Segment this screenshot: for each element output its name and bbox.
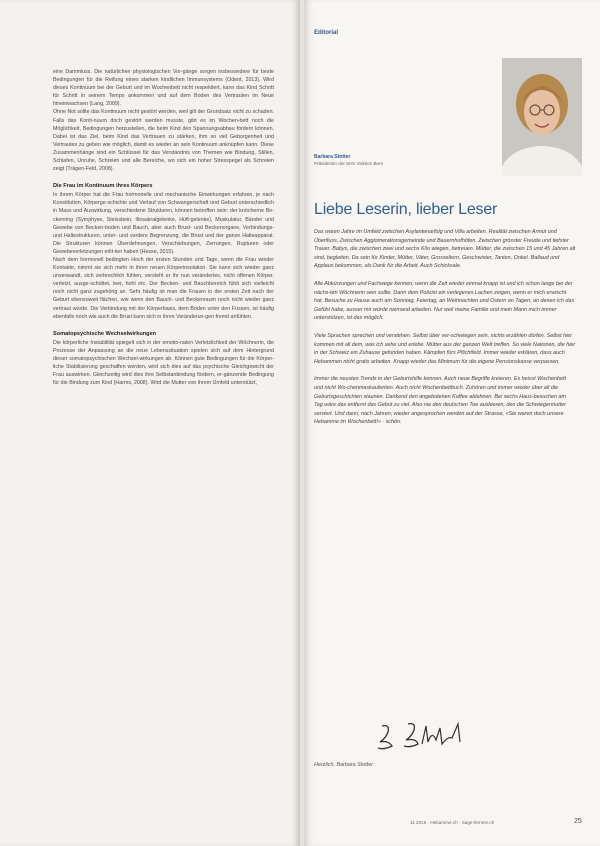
- rubric-label: Editorial: [314, 30, 339, 36]
- section-heading: Die Frau im Kontinuum ihres Körpers: [53, 183, 153, 190]
- right-page: [304, 0, 600, 846]
- page-number: 25: [574, 818, 582, 825]
- editorial-text: [314, 228, 576, 436]
- portrait-image: [502, 58, 582, 176]
- farewell-line: Herzlich, Barbara Stotter: [314, 762, 374, 768]
- editorial-paragraph: Alle Abkürzungen und Fachwege kennen, wenn die Zeit wieder einmal knapp ist und ich schon lange bei der nächs-ten Wöchnerin sein sollte. Dann dem Polizist ein verlegenes Lachen zeigen, wenn er mich erwischt hat. Besuche zu Hause auch am Sonntag, Feiertag, an Weihnachten und Ostern an Tagen, an denen ich das Gefühl habe, ausser mir würde niemand arbeiten. Nur weil meine Familie und mein Mann mich immer unterstützen, ist das möglich.: [314, 280, 575, 322]
- editorial-headline: Liebe Leserin, lieber Leser: [314, 201, 498, 218]
- section-heading: Somatopsychische Wechselwirkungen: [53, 330, 157, 337]
- body-paragraph: Nach dem hormonell bedingten Hoch der ersten Stunden und Tage, wenn die Frau wieder Kontakte, nimmt sie sich mehr in ihren neuen Körperinsolation. Sie kann sich wieder ganz unverwandt, sich zerbrechlich fühlen, versteht er ihr nun verändertes, nicht offenen Körper, verletzt, ausge-schüttet, leer, hohl etc. Der Becken- und Bauchbereich fühlt sich vielleicht noch nicht ganz zugehörig an. Sehr häufig ist man die Frauen in der ersten Zeit nach der Geburt ebensoweit flächen, wie wenn den Bauch- und Beckenraum noch nicht wieder ganz vertraut würde. Die Verbindung mit der Körperbasis, dem Boden unter den Füssen, ist häufig ebenfalls noch wie auch die Brust kann sich in ihren Veränderun-gen fremd anfühlen.: [53, 256, 274, 320]
- body-paragraph: eine Dammluss. Die natürlichen physiologischen Vor-gänge sorgen insbesondere für beste Bedingungen für die Reifung eines starken kindlichen Immunsystems (Odent, 2013). Wird dieses Kontinuum bei der Geburt und im Wochenbett nicht respektiert, kann das Kind Schritt für Schritt in seinem Tempo ankommen und auf dem Boden des Vertrauten im Neue hineinwachsen (Lang, 2009).: [53, 69, 274, 108]
- editorial-paragraph: Das waren Jahre im Umfeld zwischen Asylantenarfolg und Villa arbeiten. Realität zwischen Armut und Überfluss, Zwischen Agglomerationsgemeinde und Bauernhofhöfen. Zwischen grösster Freude und tiefster Trauer. Babys, die zwischen zwei und sechs Kilo wiegen, betreuen. Mütter, die zwischen 15 und 45 Jahren alt sind, begleiten. Da sein für Kinder, Mütter, Väter, Grosseltern, Geschwister, Tanten, Onkel. Ballaud und Applaus bekommen, als Dank für die Arbeit. Auch Schicksale.: [314, 229, 576, 270]
- author-role: Präsidentin der SHV Sektion Bern: [314, 161, 384, 166]
- editorial-paragraph: Viele Sprachen sprechen und verstehen. Selbst über ver-schwiegen sein, nichts erzählen dürfen. Selbst hier kommen mit all dem, was ich sehe und erlebe. Mütter aus der ganzen Welt treffen. So viele Nationen, die hier in der Schweiz ein Zuhause gefunden haben. Kämpfen fürs Pflichtfeld. Immer wieder erklären, dass auch Hebammen nicht gratis arbeiten. Knapp wieder das Minimum für die eigene Pensionskasse verpassen.: [314, 332, 576, 365]
- author-name: Barbara Stotter: [314, 154, 351, 160]
- editorial-paragraph: Immer die neusten Trends in der Geburtshilfe kennen. Auch neue Begriffe kreieren. Es heisst Wochenbett und nicht Wo-chenmaskaufenten. Auch nicht Wochenbettbuch. Zuhören und immer wieder über all die Geburtsgeschichten staunen. Dankend den angebotenen Kaffee ablehnen. Bei sechs Haus-besuchen am Tag wäre das entfernt das Gebot zu viel. Also nie den deutschen Tee ausleeren, den die Schwiegermutter serviert. Und dann, nach Jahren, wieder angesprochen werden auf der Strasse, «Sie waren doch unsere Hebamme im Wochenbett!» · schön.: [314, 376, 567, 426]
- author-photo: [502, 58, 582, 176]
- handwritten-signature: [374, 716, 484, 756]
- body-paragraph: Die körperliche Instabilität spiegelt sich in der emotio-nalen Verletzlichkeit der Wöchnerin, die Prozesse der Anpassung an die neue Lebenssituation spielen sich auf dem Hintergrund dieser somatopsychischen Wechsel-wirkungen ab. Können gute Bedingungen für die Körper-liche Stabilisierung geschaffen werden, wird sich dies auf das psychische Gleichgewicht der Frau auswirken. Gleichzeitig wird dies ihre Selbstanbindung fördern, er-gänzende Bedingung für die Bindung zum Kind (Harms, 2008). Wird die Mutter von ihrem Umfeld unterstützt,: [53, 339, 274, 387]
- left-article-column: [53, 68, 274, 387]
- body-paragraph: In ihrem Körper hat die Frau hormonelle und mechanische Einwirkungen erfahren, je nach Konstitution, Körperge-schichte und Verlauf von Schwangerschaft und Geburt unterschiedlich in Mass und Auswirkung, verschiedene Strukturen, können betroffen sein: der knöcherne Be-ckenring (Symphyse, Steissbein, Iliosakralgelenke, Hüft-gelenke), Muskulatur, Bänder und Gewebe von Becken-boden und Bauch, aber auch Brust- und Beckenorgane, Verbindungs- und Haltestrukturen, unter- und vordere Begrenzung, die Brust und der ganze Halteapparat. Die Strukturen können Überdehnungen, Verschiebungen, Zerrungen, Rupturen oder Gewebeverletzungen erlit-ten haben (Hesse, 2015).: [53, 192, 274, 255]
- page-footer: 11 2016 · Hebamme.ch · Sage-femme.ch: [410, 820, 495, 825]
- body-paragraph: Ohne Not sollte das Kontinuum nicht gestört werden, weil gilt der Grundsatz nicht zu schaden. Falls das Konti-nuum doch gestört werden musste, gibt es im Wochen-bett noch die Möglichkeit, Bedingungen herzustellen, die beim Kind den Spannungsabbau fördern können. Dabei ist das Ziel, beim Kind das Vertrauen zu stärken, ihm so viel Geborgenheit und Vertrautes zu geben wie möglich, damit es wieder an sein Kontinuum anknüpfen kann. Diese Zusammenhänge sind ein Schlüssel für das Verständnis von Themen wie Bindung, Stillen, Schlafen, Unruhe, Schreien und alle Bereiche, wo sich ein hoher Stresspegel als Schreien zeigt (Trägen-Feld, 2008).: [53, 109, 274, 173]
